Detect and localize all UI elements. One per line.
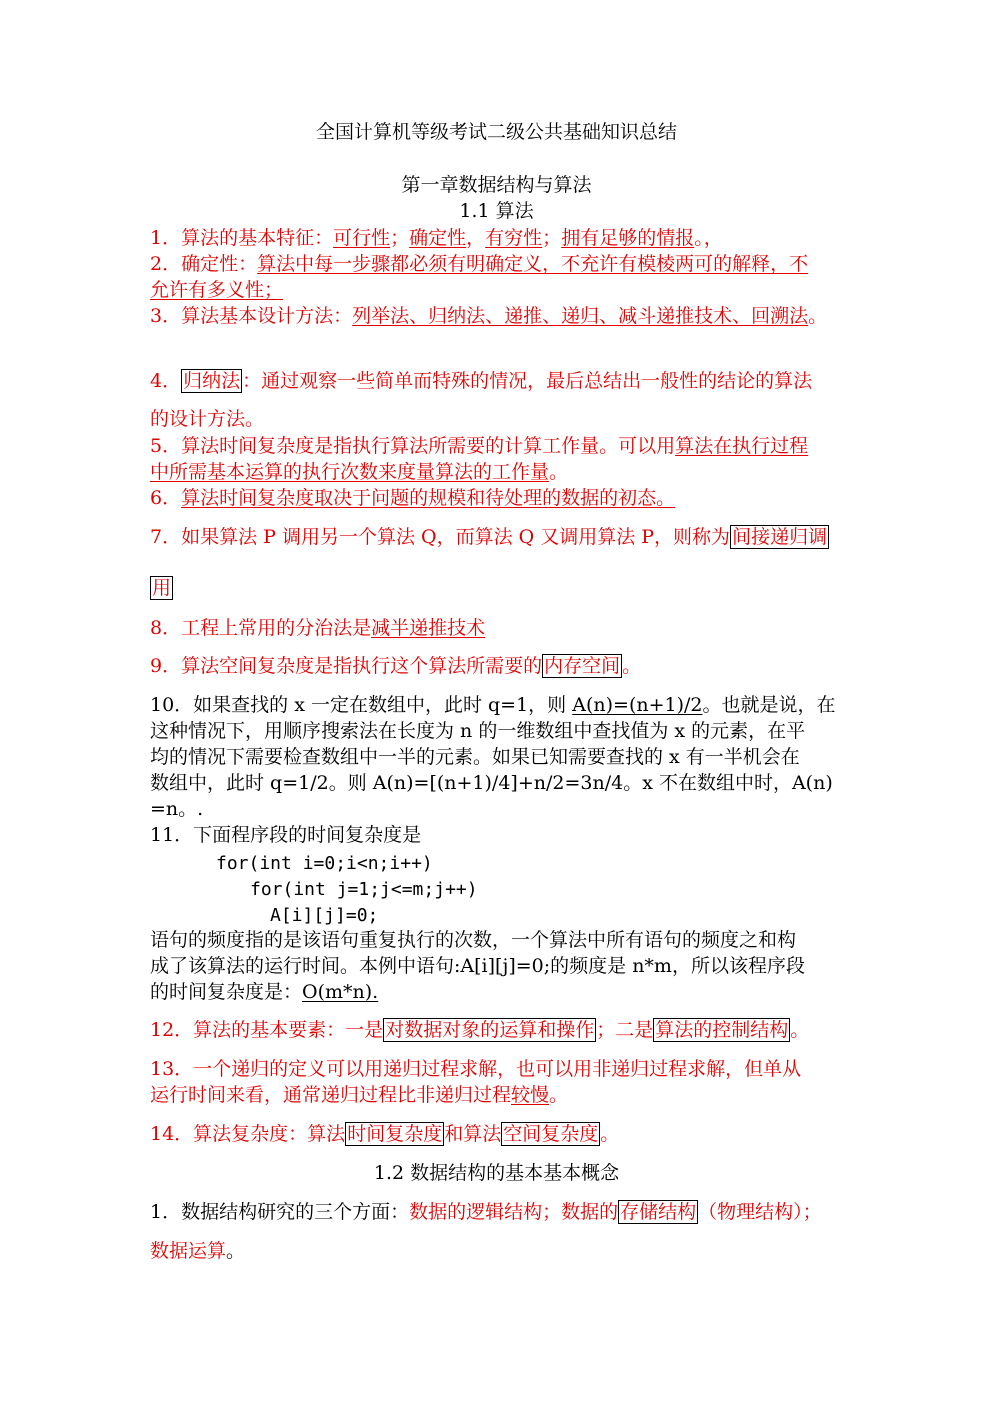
boxed-term: 归纳法 — [183, 370, 241, 392]
boxed-term: 时间复杂度 — [347, 1123, 443, 1145]
boxed-term: 算法的控制结构 — [655, 1019, 789, 1041]
item-6: 6．算法时间复杂度取决于问题的规模和待处理的数据的初态。 — [150, 487, 676, 509]
section2-item-1: 1．数据结构研究的三个方面：数据的逻辑结构；数据的 存储结构 （物理结构）； — [150, 1201, 822, 1223]
item-10-line-3: 均的情况下需要检查数组中一半的元素。如果已知需要查找的 x 有一半机会在 — [150, 746, 800, 768]
boxed-term: 对数据对象的运算和操作 — [385, 1019, 595, 1041]
boxed-term: 存储结构 — [620, 1201, 697, 1223]
item-14: 14．算法复杂度：算法 时间复杂度 和算法 空间复杂度 。 — [150, 1123, 620, 1145]
item-8: 8．工程上常用的分治法是减半递推技术 — [150, 617, 486, 639]
item-3: 3．算法基本设计方法：列举法、归纳法、递推、递归、减斗递推技术、回溯法。 — [150, 305, 828, 327]
item-2: 2．确定性：算法中每一步骤都必须有明确定义，不充许有模棱两可的解释，不 — [150, 253, 809, 275]
item-10-line-4: 数组中，此时 q=1/2。则 A(n)=[(n+1)/4]+n/2=3n/4。x 不在数组中时，A(n) — [150, 772, 833, 794]
code-line-1: for(int i=0;i<n;i++) — [216, 853, 433, 874]
document-title: 全国计算机等级考试二级公共基础知识总结 — [315, 121, 677, 143]
item-7: 7．如果算法 P 调用另一个算法 Q，而算法 Q 又调用算法 P，则称为 间接递归调 — [150, 526, 828, 548]
item-7-cont — [150, 575, 173, 601]
item-11: 11．下面程序段的时间复杂度是 — [150, 824, 422, 846]
item-12: 12．算法的基本要素：一是 对数据对象的运算和操作 ；二是 算法的控制结构 。 — [150, 1019, 810, 1041]
item-10-line-5: =n。. — [150, 798, 204, 820]
boxed-term: 间接递归调 — [732, 526, 828, 548]
item-10: 10．如果查找的 x 一定在数组中，此时 q=1，则 A(n)=(n+1)/2。也就是说，在 — [150, 694, 836, 716]
item-13-cont: 运行时间来看，通常递归过程比非递归过程较慢。 — [150, 1084, 569, 1106]
item-10-line-2: 这种情况下，用顺序搜索法在长度为 n 的一维数组中查找值为 x 的元素，在平 — [150, 720, 806, 742]
item-9: 9．算法空间复杂度是指执行这个算法所需要的 内存空间 。 — [150, 655, 642, 677]
boxed-term: 用 — [152, 577, 172, 599]
item-5-cont: 中所需基本运算的执行次数来度量算法的工作量。 — [150, 461, 569, 483]
item-4-cont: 的设计方法。 — [150, 408, 265, 430]
item-13: 13．一个递归的定义可以用递归过程求解，也可以用非递归过程求解，但单从 — [150, 1058, 802, 1080]
boxed-term: 空间复杂度 — [503, 1123, 599, 1145]
boxed-term: 内存空间 — [544, 655, 621, 677]
item-11-line-3: 成了该算法的运行时间。本例中语句:A[i][j]=0;的频度是 n*m，所以该程序段 — [150, 955, 805, 977]
item-4: 4． 归纳法 ：通过观察一些简单而特殊的情况，最后总结出一般性的结论的算法 — [150, 370, 813, 392]
item-11-line-4: 的时间复杂度是：O(m*n). — [150, 981, 379, 1003]
code-line-2: for(int j=1;j<=m;j++) — [250, 879, 478, 900]
section-heading-1-1: 1.1 算法 — [459, 200, 534, 222]
item-2-cont: 允许有多义性； — [150, 279, 284, 301]
item-11-line-2: 语句的频度指的是该语句重复执行的次数，一个算法中所有语句的频度之和构 — [150, 929, 797, 951]
section-heading-1-2: 1.2 数据结构的基本基本概念 — [373, 1162, 620, 1184]
chapter-title: 第一章数据结构与算法 — [401, 174, 592, 196]
code-line-3: A[i][j]=0; — [270, 905, 379, 926]
item-5: 5．算法时间复杂度是指执行算法所需要的计算工作量。可以用算法在执行过程 — [150, 435, 809, 457]
section2-item-1-cont: 数据运算。 — [150, 1240, 246, 1262]
item-1: 1．算法的基本特征：可行性；确定性，有穷性；拥有足够的情报。， — [150, 227, 723, 249]
